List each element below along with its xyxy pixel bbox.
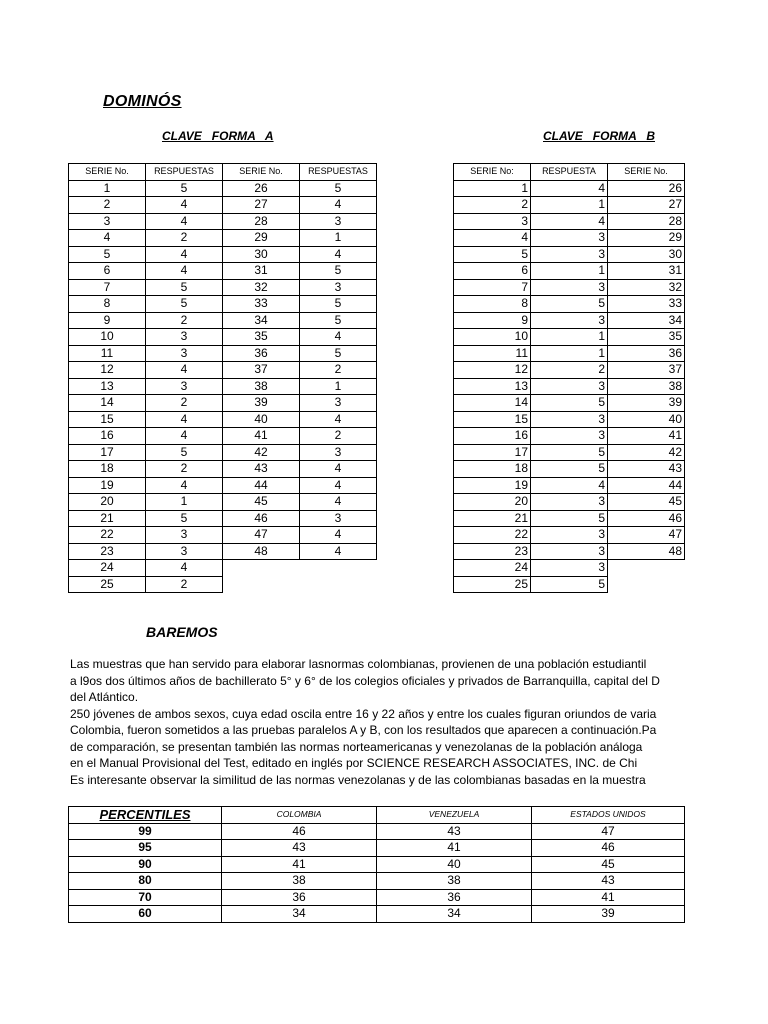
serie-number-cell: 6 [454,263,531,280]
table-row [69,856,685,873]
table-row [69,889,685,906]
serie-number-cell: 26 [223,180,300,197]
serie-number-cell: 31 [223,263,300,280]
serie-number-cell: 29 [608,230,685,247]
serie-number-cell: 9 [454,312,531,329]
serie-number-cell: 47 [223,527,300,544]
response-cell: 4 [146,197,223,214]
serie-number-cell: 33 [223,296,300,313]
serie-number-cell: 44 [223,477,300,494]
response-cell: 4 [146,560,223,577]
table-row [454,296,685,313]
norm-value-cell: 41 [532,889,685,906]
table-row [454,230,685,247]
norm-value-cell: 43 [377,823,532,840]
serie-number-cell: 27 [608,197,685,214]
table-header-row [454,164,685,181]
table-row [454,411,685,428]
percentiles-table [68,806,685,923]
table-row [69,411,377,428]
norm-value-cell: 36 [222,889,377,906]
serie-number-cell: 13 [454,378,531,395]
serie-number-cell: 17 [69,444,146,461]
serie-number-cell: 44 [608,477,685,494]
serie-number-cell: 39 [608,395,685,412]
response-cell: 5 [531,395,608,412]
column-header: SERIE No. [608,164,685,181]
response-cell: 3 [531,428,608,445]
serie-number-cell: 19 [454,477,531,494]
empty-cell [608,560,685,577]
response-cell: 1 [531,263,608,280]
serie-number-cell: 18 [69,461,146,478]
table-row [69,263,377,280]
response-cell: 3 [146,345,223,362]
response-cell: 1 [146,494,223,511]
table-row [454,263,685,280]
table-row [69,906,685,923]
serie-number-cell: 30 [223,246,300,263]
serie-number-cell: 28 [223,213,300,230]
response-cell: 3 [531,312,608,329]
norm-value-cell: 46 [532,840,685,857]
table-row [69,279,377,296]
table-row [69,296,377,313]
response-cell: 5 [300,296,377,313]
serie-number-cell: 42 [223,444,300,461]
table-row [69,494,377,511]
serie-number-cell: 37 [608,362,685,379]
serie-number-cell: 48 [608,543,685,560]
paragraph-line: Colombia, fueron sometidos a las pruebas paralelos A y B, con los resultados que aparecen a continuación.Pa [70,723,657,737]
clave-forma-b-heading: CLAVE FORMA B [543,129,655,143]
norm-value-cell: 41 [222,856,377,873]
serie-number-cell: 4 [69,230,146,247]
column-header: RESPUESTAS [146,164,223,181]
serie-number-cell: 21 [454,510,531,527]
response-cell: 4 [300,329,377,346]
response-cell: 5 [146,296,223,313]
norm-value-cell: 34 [377,906,532,923]
table-row [69,560,377,577]
empty-cell [300,560,377,577]
response-cell: 2 [146,312,223,329]
norm-value-cell: 38 [222,873,377,890]
table-header-row [69,164,377,181]
column-header: COLOMBIA [222,807,377,824]
response-cell: 3 [146,378,223,395]
percentile-cell: 90 [69,856,222,873]
baremos-heading: BAREMOS [146,624,218,640]
serie-number-cell: 14 [69,395,146,412]
table-row [454,576,685,593]
serie-number-cell: 10 [454,329,531,346]
table-row [69,510,377,527]
serie-number-cell: 43 [608,461,685,478]
serie-number-cell: 43 [223,461,300,478]
response-cell: 1 [531,197,608,214]
table-row [454,312,685,329]
serie-number-cell: 17 [454,444,531,461]
column-header: RESPUESTA [531,164,608,181]
response-cell: 4 [300,411,377,428]
column-header: SERIE No. [223,164,300,181]
serie-number-cell: 18 [454,461,531,478]
serie-number-cell: 35 [608,329,685,346]
serie-number-cell: 22 [454,527,531,544]
paragraph-line: Es interesante observar la similitud de las normas venezolanas y de las colombianas basadas en la muestra [70,772,646,787]
serie-number-cell: 14 [454,395,531,412]
response-cell: 4 [146,477,223,494]
paragraph-line: en el Manual Provisional del Test, editado en inglés por SCIENCE RESEARCH ASSOCIATES, INC. de Chi [70,756,638,770]
table-row [454,477,685,494]
table-row [454,461,685,478]
response-cell: 2 [531,362,608,379]
serie-number-cell: 5 [69,246,146,263]
response-cell: 3 [531,543,608,560]
response-cell: 4 [300,197,377,214]
column-header: PERCENTILES [69,807,222,824]
response-cell: 3 [531,560,608,577]
serie-number-cell: 8 [454,296,531,313]
response-cell: 3 [531,246,608,263]
response-cell: 3 [300,510,377,527]
table-row [69,362,377,379]
response-cell: 3 [300,279,377,296]
answer-key-table-b [453,163,685,593]
response-cell: 2 [146,461,223,478]
serie-number-cell: 23 [454,543,531,560]
response-cell: 4 [146,428,223,445]
serie-number-cell: 22 [69,527,146,544]
norm-value-cell: 41 [377,840,532,857]
serie-number-cell: 48 [223,543,300,560]
response-cell: 5 [146,279,223,296]
serie-number-cell: 6 [69,263,146,280]
column-header: VENEZUELA [377,807,532,824]
serie-number-cell: 33 [608,296,685,313]
norm-value-cell: 45 [532,856,685,873]
serie-number-cell: 31 [608,263,685,280]
table-row [454,329,685,346]
baremos-paragraph [70,656,684,790]
table-row [454,543,685,560]
table-row [69,197,377,214]
column-header: SERIE No: [454,164,531,181]
table-row [69,823,685,840]
serie-number-cell: 11 [454,345,531,362]
table-row [454,345,685,362]
response-cell: 4 [531,180,608,197]
response-cell: 3 [146,543,223,560]
response-cell: 1 [300,230,377,247]
serie-number-cell: 3 [454,213,531,230]
response-cell: 2 [146,230,223,247]
response-cell: 1 [531,329,608,346]
percentile-cell: 95 [69,840,222,857]
serie-number-cell: 32 [223,279,300,296]
response-cell: 4 [146,213,223,230]
norm-value-cell: 36 [377,889,532,906]
serie-number-cell: 8 [69,296,146,313]
table-row [69,345,377,362]
response-cell: 5 [531,510,608,527]
table-row [454,213,685,230]
response-cell: 3 [300,444,377,461]
serie-number-cell: 27 [223,197,300,214]
table-row [69,873,685,890]
serie-number-cell: 38 [608,378,685,395]
serie-number-cell: 36 [223,345,300,362]
response-cell: 4 [146,246,223,263]
percentile-cell: 70 [69,889,222,906]
norm-value-cell: 47 [532,823,685,840]
serie-number-cell: 9 [69,312,146,329]
table-row [69,477,377,494]
table-row [69,840,685,857]
table-row [454,197,685,214]
serie-number-cell: 15 [69,411,146,428]
serie-number-cell: 11 [69,345,146,362]
response-cell: 4 [146,362,223,379]
table-row [454,527,685,544]
serie-number-cell: 10 [69,329,146,346]
table-row [454,180,685,197]
percentile-cell: 80 [69,873,222,890]
response-cell: 3 [531,494,608,511]
response-cell: 4 [300,461,377,478]
table-row [69,329,377,346]
serie-number-cell: 1 [454,180,531,197]
table-row [454,395,685,412]
table-header-row [69,807,685,824]
serie-number-cell: 40 [608,411,685,428]
response-cell: 3 [300,213,377,230]
serie-number-cell: 23 [69,543,146,560]
serie-number-cell: 28 [608,213,685,230]
serie-number-cell: 12 [69,362,146,379]
table-row [69,312,377,329]
table-row [454,428,685,445]
column-header: RESPUESTAS [300,164,377,181]
serie-number-cell: 39 [223,395,300,412]
serie-number-cell: 25 [454,576,531,593]
response-cell: 2 [146,395,223,412]
response-cell: 3 [531,378,608,395]
serie-number-cell: 25 [69,576,146,593]
table-row [454,362,685,379]
response-cell: 2 [300,362,377,379]
response-cell: 3 [300,395,377,412]
empty-cell [300,576,377,593]
serie-number-cell: 24 [454,560,531,577]
table-row [454,560,685,577]
response-cell: 4 [146,263,223,280]
serie-number-cell: 13 [69,378,146,395]
serie-number-cell: 30 [608,246,685,263]
table-row [454,510,685,527]
table-row [69,230,377,247]
response-cell: 1 [531,345,608,362]
response-cell: 3 [531,279,608,296]
serie-number-cell: 2 [69,197,146,214]
paragraph-line: del Atlántico. [70,690,139,704]
table-row [454,279,685,296]
percentile-cell: 60 [69,906,222,923]
response-cell: 4 [146,411,223,428]
table-row [454,378,685,395]
norm-value-cell: 43 [532,873,685,890]
serie-number-cell: 46 [223,510,300,527]
clave-forma-a-heading: CLAVE FORMA A [162,129,274,143]
norm-value-cell: 38 [377,873,532,890]
serie-number-cell: 40 [223,411,300,428]
serie-number-cell: 47 [608,527,685,544]
table-row [69,543,377,560]
serie-number-cell: 24 [69,560,146,577]
table-row [69,576,377,593]
serie-number-cell: 32 [608,279,685,296]
serie-number-cell: 29 [223,230,300,247]
serie-number-cell: 3 [69,213,146,230]
empty-cell [223,576,300,593]
serie-number-cell: 36 [608,345,685,362]
paragraph-line: 250 jóvenes de ambos sexos, cuya edad oscila entre 16 y 22 años y entre los cuales figuran oriundos de varia [70,706,657,721]
table-row [69,527,377,544]
paragraph-line: Las muestras que han servido para elaborar lasnormas colombianas, provienen de una población estudiantil [70,657,647,671]
serie-number-cell: 7 [69,279,146,296]
percentile-cell: 99 [69,823,222,840]
norm-value-cell: 40 [377,856,532,873]
serie-number-cell: 19 [69,477,146,494]
response-cell: 4 [300,477,377,494]
serie-number-cell: 21 [69,510,146,527]
response-cell: 3 [146,329,223,346]
serie-number-cell: 41 [223,428,300,445]
table-row [454,444,685,461]
serie-number-cell: 2 [454,197,531,214]
serie-number-cell: 15 [454,411,531,428]
paragraph-line: de comparación, se presentan también las normas norteamericanas y venezolanas de la población análoga [70,739,643,754]
answer-key-table-a [68,163,377,593]
serie-number-cell: 46 [608,510,685,527]
response-cell: 1 [300,378,377,395]
response-cell: 3 [531,230,608,247]
paragraph-line: a l9os dos últimos años de bachillerato 5° y 6° de los colegios oficiales y privados de Barranquilla, capital del D [70,673,660,688]
response-cell: 5 [300,312,377,329]
serie-number-cell: 38 [223,378,300,395]
response-cell: 5 [300,345,377,362]
norm-value-cell: 39 [532,906,685,923]
serie-number-cell: 41 [608,428,685,445]
response-cell: 4 [300,527,377,544]
column-header: SERIE No. [69,164,146,181]
serie-number-cell: 34 [223,312,300,329]
serie-number-cell: 16 [454,428,531,445]
table-row [69,213,377,230]
table-row [69,180,377,197]
serie-number-cell: 45 [608,494,685,511]
response-cell: 5 [531,444,608,461]
serie-number-cell: 16 [69,428,146,445]
serie-number-cell: 12 [454,362,531,379]
response-cell: 3 [531,411,608,428]
empty-cell [608,576,685,593]
norm-value-cell: 46 [222,823,377,840]
table-row [69,461,377,478]
response-cell: 5 [300,180,377,197]
serie-number-cell: 34 [608,312,685,329]
table-row [69,378,377,395]
response-cell: 5 [531,296,608,313]
serie-number-cell: 37 [223,362,300,379]
table-row [69,246,377,263]
table-row [454,494,685,511]
response-cell: 5 [531,576,608,593]
response-cell: 4 [300,246,377,263]
response-cell: 4 [531,477,608,494]
table-row [454,246,685,263]
response-cell: 4 [531,213,608,230]
serie-number-cell: 26 [608,180,685,197]
serie-number-cell: 42 [608,444,685,461]
response-cell: 3 [531,527,608,544]
response-cell: 3 [146,527,223,544]
table-row [69,428,377,445]
empty-cell [223,560,300,577]
serie-number-cell: 20 [69,494,146,511]
table-row [69,444,377,461]
page-title: DOMINÓS [103,93,182,110]
response-cell: 5 [300,263,377,280]
serie-number-cell: 35 [223,329,300,346]
response-cell: 5 [146,180,223,197]
serie-number-cell: 45 [223,494,300,511]
table-row [69,395,377,412]
norm-value-cell: 34 [222,906,377,923]
response-cell: 4 [300,543,377,560]
response-cell: 5 [146,510,223,527]
response-cell: 5 [531,461,608,478]
serie-number-cell: 7 [454,279,531,296]
response-cell: 5 [146,444,223,461]
serie-number-cell: 1 [69,180,146,197]
norm-value-cell: 43 [222,840,377,857]
serie-number-cell: 20 [454,494,531,511]
response-cell: 4 [300,494,377,511]
response-cell: 2 [146,576,223,593]
response-cell: 2 [300,428,377,445]
column-header: ESTADOS UNIDOS [532,807,685,824]
serie-number-cell: 4 [454,230,531,247]
serie-number-cell: 5 [454,246,531,263]
